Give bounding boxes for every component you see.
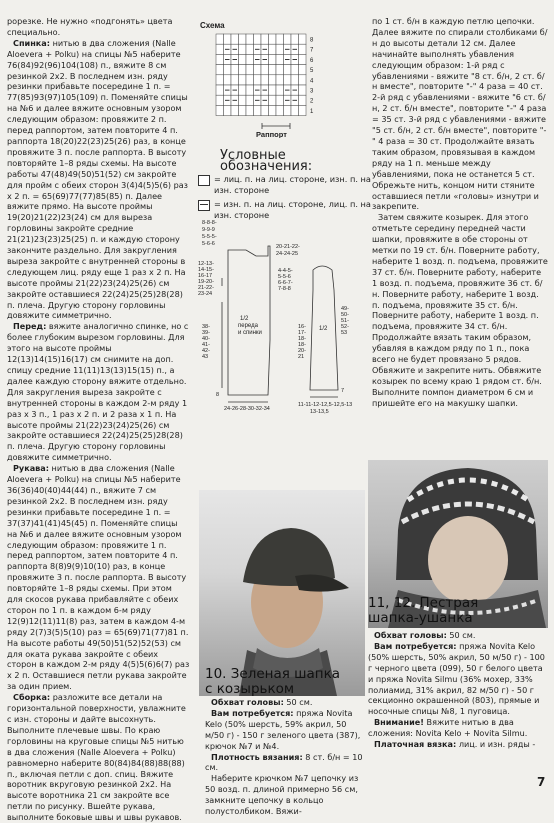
scheme-cell (246, 65, 254, 75)
scheme-cell (246, 85, 254, 95)
pattern-sleeve-center: 1/2 (319, 326, 328, 332)
pattern-right-low-6: 21 (298, 354, 305, 360)
scheme-cell (216, 54, 224, 64)
scheme-cell (276, 44, 284, 54)
pattern-top-left-1: 8-8-8- (202, 220, 217, 226)
title-item-10: 10. Зеленая шапка с козырьком (205, 666, 341, 697)
garment-pattern (198, 210, 368, 419)
paragraph (372, 212, 548, 408)
pattern-left-low-2: 39- (202, 330, 210, 336)
scheme-cell (269, 85, 277, 95)
pattern-center-3: и спинки (238, 330, 262, 336)
scheme-cell (276, 105, 284, 115)
paragraph-text: пряжа Novita Kelo (50% шерсть, 50% акрил, 50 м/50 г) - 100 г черного цвета (099), 50 г белого цвета и пряжа Novita Silmu (36% мохер, 33% полиамид, 31% акрил, 82 м/50 г) - 50 г секционно окрашенной (803), прямые и носочные спицы №8, 1 пуговица. (368, 640, 545, 717)
rapport-label: Раппорт (256, 130, 287, 138)
paragraph (368, 641, 548, 717)
paragraph-heading: Внимание! (374, 717, 424, 728)
paragraph-text: нитью в два сложения (Nalle Aloevera + Polku) на спицы №5 наберите 36(36)40(40)44(44) п., вяжите 7 см резинкой 2х2. В последнем изн. ряду резинки прибавьте посередине 1 п. = 37(37)41(41)45(45) п. Поменяйте спицы на №6 и далее вяжите основным узором следующим образом: провяжите 1 п. перед раппортом, затем повторите 4 п. раппорта 8(8)9(9)10(10) раз, в конце провяжите 3 п. после раппорта. В высоту повторяйте 1–8 ряды схемы. При этом для скосов рукава прибавляйте с обеих сторон по 1 п. в каждом 6-м ряду 12(9)12(11)11(8) раз, затем в каждом 4-м ряду 2(7)3(5)5(10) раз = 65(69)71(77)81 п. На высоте работы 49(50)51(52)52(53) см для оката рукава закройте с обеих сторон в каждом 2-м ряду 4(5)5(6)6(7) раз х 2 п. Оставшиеся петли рукава закройте за один прием. (7, 463, 190, 692)
legend-purl-text: = изн. п. на лиц. стороне, лиц. п. на изн. стороне (214, 199, 371, 220)
scheme-cell (216, 105, 224, 115)
pattern-right-4: 7-8-8 (278, 286, 291, 292)
pattern-bottom-right-num: 7 (341, 388, 345, 394)
pattern-left-1: 12-13- (198, 261, 214, 267)
scheme-cell (231, 34, 239, 44)
legend-title: Условные обозначения: (220, 148, 313, 174)
pattern-right-low-1: 16- (298, 324, 306, 330)
paragraph-heading: Рукава: (13, 463, 49, 474)
paragraph (372, 16, 548, 212)
paragraph-text: 50 см. (446, 630, 476, 640)
paragraph (7, 321, 190, 463)
scheme-cell (254, 75, 262, 85)
pattern-bottom-left-num: 8 (216, 392, 220, 398)
pattern-sleeve-left-4: 52- (341, 324, 349, 330)
pattern-sleeve-bottom: 11-11-12-12,5-12,5-13 (298, 402, 353, 408)
knitting-scheme (198, 20, 358, 142)
pattern-left-low-3: 40- (202, 336, 210, 342)
scheme-cell (276, 65, 284, 75)
pattern-top-left-4: 5-6-6 (202, 241, 215, 247)
pattern-left-2: 14-15- (198, 267, 214, 273)
pattern-left-low-6: 43 (202, 354, 209, 360)
legend-item-knit (198, 174, 378, 196)
scheme-cell (254, 65, 262, 75)
right-bottom-text-column (368, 630, 548, 750)
left-text-column (7, 16, 190, 823)
paragraph-heading: Сборка: (13, 692, 51, 703)
paragraph (205, 697, 365, 708)
scheme-cell (239, 75, 247, 85)
middle-text-column (205, 697, 365, 817)
paragraph-heading: Вам потребуется: (374, 640, 457, 651)
paragraph-text: 50 см. (283, 697, 313, 707)
paragraph-text: Вяжите нитью в два сложения: Novita Kelo + Novita Silmu. (368, 717, 528, 739)
paragraph-heading: Обхват головы: (374, 630, 447, 640)
scheme-cell (299, 65, 307, 75)
scheme-cell (239, 54, 247, 64)
scheme-cell (216, 65, 224, 75)
pattern-sleeve-left-5: 53 (341, 330, 348, 336)
scheme-cell (269, 34, 277, 44)
scheme-row-numbers (310, 38, 314, 115)
page-number: 7 (537, 775, 546, 789)
pattern-left-5: 21-22- (198, 285, 214, 291)
scheme-cell (239, 85, 247, 95)
scheme-cell (284, 65, 292, 75)
paragraph (368, 717, 548, 739)
scheme-row-number: 8 (310, 37, 314, 44)
pattern-right-low-4: 18- (298, 342, 306, 348)
scheme-cell (299, 95, 307, 105)
scheme-cell (284, 105, 292, 115)
scheme-cell (276, 54, 284, 64)
scheme-cell (299, 44, 307, 54)
pattern-sleeve-left-2: 50- (341, 312, 349, 318)
pattern-left-low-4: 41- (202, 342, 210, 348)
scheme-row-number: 1 (310, 108, 314, 115)
paragraph (205, 708, 365, 752)
scheme-cell (231, 65, 239, 75)
scheme-cell (239, 34, 247, 44)
scheme-title: Схема (200, 21, 225, 30)
body-outline (228, 246, 270, 395)
scheme-cell (239, 65, 247, 75)
scheme-cell (246, 44, 254, 54)
scheme-cell (291, 105, 299, 115)
scheme-cell (276, 95, 284, 105)
paragraph-heading: Перед: (13, 321, 47, 332)
scheme-cell (246, 75, 254, 85)
paragraph (7, 692, 190, 823)
scheme-cell (291, 65, 299, 75)
scheme-cell (239, 44, 247, 54)
pattern-center-2: переда (238, 323, 258, 329)
scheme-cell (216, 85, 224, 95)
scheme-cell (254, 34, 262, 44)
scheme-cell (291, 34, 299, 44)
paragraph-text: вяжите аналогично спинке, но с более глубоким вырезом горловины. Для этого на высоте проймы 12(13)14(15)16(17) см снимите на доп. спицу средние 11(11)13(13)15(15) п., а далее каждую сторону вяжите отдельно. Для закругления выреза закройте с внутренней стороны в каждом 2-м ряду 1 раз х 3 п., 1 раз х 2 п. и 2 раза х 1 п. На высоте проймы 21(22)23(24)25(26) см закройте оставшиеся 22(24)25(25)28(28) п. плеча. Другую сторону горловины довяжите симметрично. (7, 321, 189, 463)
pattern-bottom-label: 24-26-28-30-32-34 (224, 406, 270, 412)
scheme-cell (216, 44, 224, 54)
paragraph (368, 630, 548, 641)
scheme-cell (261, 75, 269, 85)
paragraph (7, 38, 190, 322)
scheme-cell (216, 95, 224, 105)
pattern-left-low-1: 38- (202, 324, 210, 330)
scheme-cell (299, 34, 307, 44)
scheme-row-number: 2 (310, 98, 314, 105)
paragraph-text: Наберите крючком №7 цепочку из 50 возд. п. длиной примерно 56 см, замкните цепочку в кольцо полустолбиком. Вяжи- (205, 773, 359, 817)
scheme-cell (269, 44, 277, 54)
scheme-cell (299, 54, 307, 64)
scheme-cell (261, 105, 269, 115)
scheme-row-number: 5 (310, 68, 314, 75)
scheme-row-number: 6 (310, 57, 314, 64)
pattern-sleeve-bottom-2: 13-13,5 (310, 409, 329, 415)
legend-knit-text: = лиц. п. на лиц. стороне, изн. п. на изн. стороне (214, 174, 371, 195)
paragraph-text: лиц. и изн. ряды - (456, 739, 536, 750)
pattern-top-right-2: 24-24-25 (276, 251, 299, 257)
scheme-cell (299, 85, 307, 95)
scheme-cell (246, 105, 254, 115)
scheme-cell (269, 75, 277, 85)
paragraph (7, 463, 190, 692)
scheme-row-number: 7 (310, 47, 314, 54)
pattern-top-right-1: 20-21-22- (276, 244, 300, 250)
pattern-sleeve-left-1: 49- (341, 306, 349, 312)
pattern-left-6: 23-24 (198, 291, 213, 297)
scheme-row-number: 4 (310, 78, 314, 85)
paragraph (7, 16, 190, 38)
paragraph-heading: Платочная вязка: (374, 739, 457, 750)
paragraph-heading: Плотность вязания: (211, 751, 303, 762)
scheme-cell (224, 75, 232, 85)
scheme-cell (261, 34, 269, 44)
paragraph (205, 752, 365, 774)
scheme-cell (269, 65, 277, 75)
pattern-right-low-3: 18- (298, 336, 306, 342)
pattern-right-2: 5-5-6 (278, 274, 291, 280)
scheme-cell (276, 34, 284, 44)
scheme-cell (284, 75, 292, 85)
paragraph-text: по 1 ст. б/н в каждую петлю цепочки. Далее вяжите по спирали столбиками б/н до высоты детали 12 см. Далее начинайте выполнять убавления следующим образом: 1-й ряд с убавлениями - вяжите "8 ст. б/н, 2 ст. б/н вместе", повторите "-" 4 раза = 40 ст. 2-й ряд с убавлениями - вяжите "6 ст. б/н, 2 ст. б/н вместе", повторите "-" 4 раза = 35 ст. 3-й ряд с убавлениями - вяжите "5 ст. б/н, 2 ст. б/н вместе", повторите "-" 4 раза = 30 ст. Продолжайте вязать таким образом, провязывая в каждом ряду на 1 п. меньше между убавлениями, пока не останется 5 ст. Обрежьте нить, концом нити стяните оставшиеся петли «головы» изнутри и закрепите. (372, 16, 548, 212)
paragraph-text: Затем свяжите козырек. Для этого отметьте середину передней части шапки, провяжите в обе стороны от метки по 19 ст. б/н. Поверните работу, наберите 1 возд. п. подъема, провяжите 37 ст. б/н. Поверните работу, наберите 1 возд. п. подъема, провяжите 36 ст. б/н. Поверните работу, наберите 1 возд. п. подъема, провяжите 35 ст. б/н. Поверните работу, наберите 1 возд. п. подъема, провяжите 34 ст. б/н. Продолжайте вязать таким образом, убавляя в каждом ряду по 1 п., пока всего не будет провязано 5 рядов. Обвяжите и закрепите нить. Обвяжите козырек по всему краю 1 рядом ст. б/н. Выполните помпон диаметром 6 см и пришейте его на макушку шапки. (372, 212, 548, 408)
paragraph-heading: Вам потребуется: (211, 707, 294, 718)
scheme-grid (216, 34, 306, 116)
scheme-cell (254, 105, 262, 115)
scheme-cell (216, 34, 224, 44)
scheme-cell (276, 85, 284, 95)
pattern-left-4: 19-20- (198, 279, 214, 285)
pattern-right-1: 4-4-5- (278, 268, 293, 274)
scheme-cell (246, 95, 254, 105)
pattern-top-left-3: 5-5-5- (202, 234, 217, 240)
scheme-cell (231, 105, 239, 115)
scheme-cell (269, 54, 277, 64)
scheme-cell (224, 105, 232, 115)
paragraph-heading: Спинка: (13, 37, 50, 48)
scheme-cell (269, 105, 277, 115)
pattern-left-3: 16-17 (198, 273, 213, 279)
paragraph-text: разложите все детали на горизонтальной поверхности, увлажните с изн. стороны и дайте высохнуть. Выполните плечевые швы. По краю горловины на круговые спицы №5 нитью в два сложения (Nalle Aloevera + Polku) равномерно наберите 80(84)84(88)88(88) п., включая петли с доп. спиц. Вяжите воротник вкруговую резинкой 2х2. На высоте воротника 21 см закройте все петли по рисунку. Вшейте рукава, выполните боковые швы и швы рукавов. (7, 692, 186, 823)
pattern-top-left-2: 9-9-9 (202, 227, 215, 233)
legend-knit-symbol (198, 175, 210, 186)
paragraph-text: пряжа Novita Kelo (50% шерсть, 59% акрил, 50 м/50 г) - 150 г зеленого цвета (387), крючок №7 и №4. (205, 707, 361, 751)
scheme-cell (246, 54, 254, 64)
pattern-center-1: 1/2 (240, 316, 249, 322)
scheme-cell (239, 95, 247, 105)
pattern-right-3: 6-6-7- (278, 280, 293, 286)
scheme-row-number: 3 (310, 88, 314, 95)
scheme-cell (216, 75, 224, 85)
scheme-cell (291, 75, 299, 85)
scheme-cell (299, 75, 307, 85)
paragraph (205, 773, 365, 817)
paragraph-text: 8 ст. б/н = 10 см. (205, 751, 363, 773)
pattern-sleeve-left-3: 51- (341, 318, 349, 324)
paragraph-text: рорезке. Не нужно «подгонять» цвета специально. (7, 16, 173, 37)
scheme-cell (246, 34, 254, 44)
scheme-cell (224, 34, 232, 44)
paragraph-text: нитью в два сложения (Nalle Aloevera + Polku) на спицы №5 наберите 76(84)92(96)104(108) п., вяжите 8 см резинкой 2х2. В последнем изн. ряду резинки прибавьте посередине 1 п. = 77(85)93(97)105(109) п. Поменяйте спицы на №6 и далее вяжите основным узором следующим образом: провяжите 2 п. перед раппортом, затем повторите 4 п. раппорта 18(20)22(23)25(26) раз, в конце провяжите 3 п. после раппорта. В высоту повторяйте 1–8 ряды схемы. На высоте работы 47(48)49(50)51(52) см закройте для пройм с обеих сторон 3(4)4(5)5(6) раз х 2 п. = 65(69)77(77)85(85) п. Далее вяжите прямо. На высоте проймы 19(20)21(22)23(24) см для выреза горловины закройте средние 21(21)23(23)25(25) п. и каждую сторону закончите раздельно. Для закругления выреза закройте с внутренней стороны в следующем лиц. ряду еще 1 раз х 2 п. На высоте проймы 21(22)23(24)25(26) см закройте оставшиеся 22(24)25(25)28(28) п. плеча. Другую сторону горловины довяжите симметрично. (7, 37, 188, 321)
paragraph (368, 739, 548, 750)
right-text-column (372, 16, 548, 409)
scheme-cell (261, 65, 269, 75)
title-item-11-12: 11, 12. Пестрая шапка-ушанка (368, 595, 479, 626)
scheme-cell (224, 65, 232, 75)
scheme-cell (276, 75, 284, 85)
scheme-cell (231, 75, 239, 85)
scheme-cell (299, 105, 307, 115)
pattern-right-low-2: 17- (298, 330, 306, 336)
paragraph-heading: Обхват головы: (211, 697, 284, 707)
scheme-cell (269, 95, 277, 105)
scheme-cell (284, 34, 292, 44)
pattern-right-low-5: 20- (298, 348, 306, 354)
scheme-cell (239, 105, 247, 115)
pattern-left-low-5: 42- (202, 348, 210, 354)
